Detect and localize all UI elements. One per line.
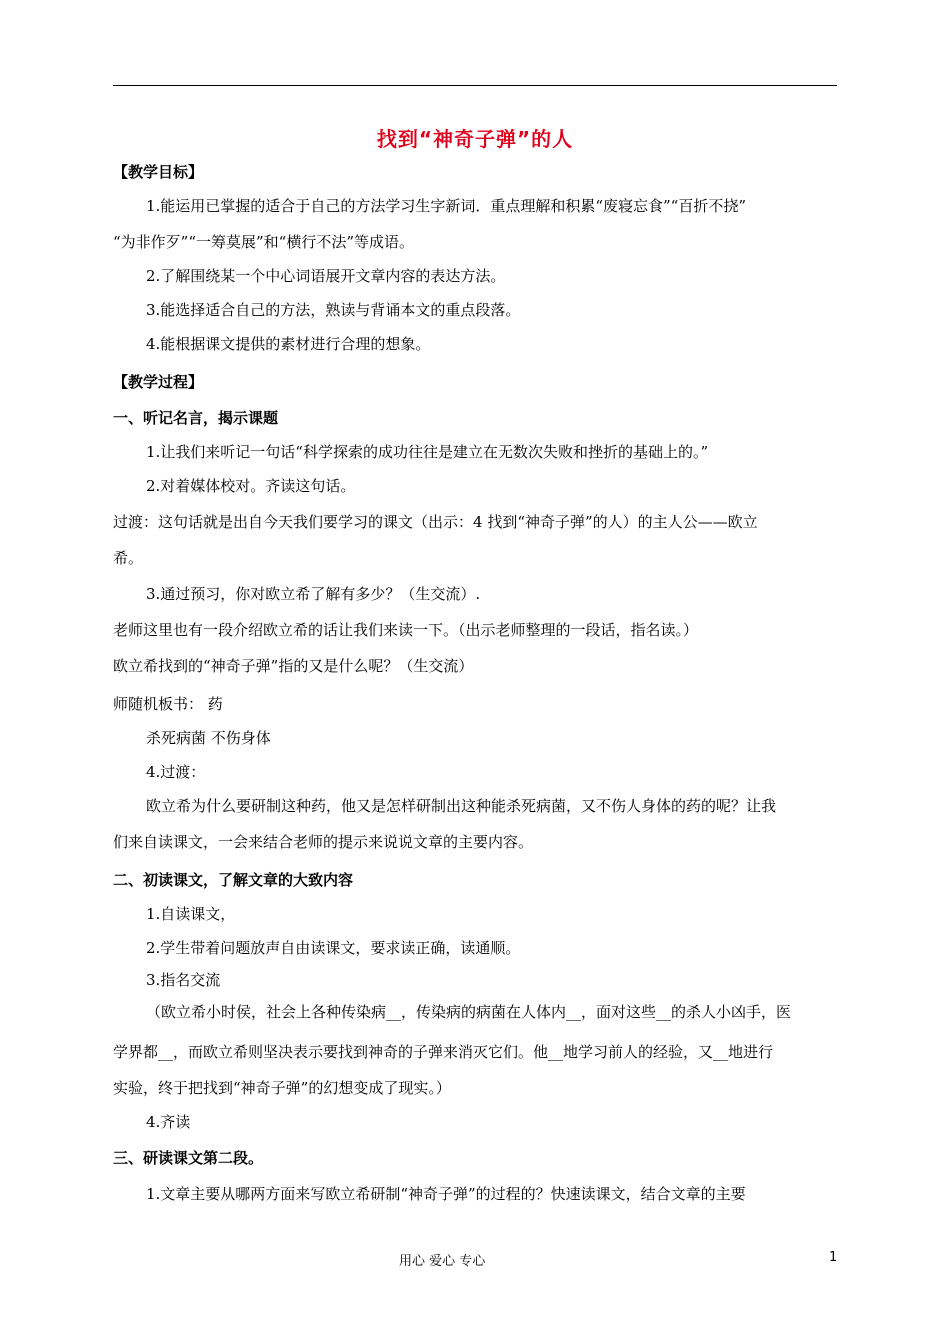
text-line: 2.对着媒体校对。齐读这句话。	[146, 477, 356, 495]
text-line: 实验，终于把找到“神奇子弹”的幻想变成了现实。）	[113, 1079, 451, 1097]
page-title: 找到“神奇子弹”的人	[376, 127, 574, 151]
text-line: 4.能根据课文提供的素材进行合理的想象。	[146, 335, 431, 353]
text-line: 学界都__，而欧立希则坚决表示要找到神奇的子弹来消灭它们。他__地学习前人的经验，又__地进行	[113, 1043, 774, 1061]
text-line: 杀死病菌 不伤身体	[146, 729, 271, 747]
text-line: 2.了解围绕某一个中心词语展开文章内容的表达方法。	[146, 267, 506, 285]
section-heading: 二、初读课文，了解文章的大致内容	[113, 871, 354, 889]
text-line: 4.齐读	[146, 1113, 191, 1131]
text-line: 1.自读课文，	[146, 905, 236, 923]
text-line: “为非作歹”“一筹莫展”和“横行不法”等成语。	[113, 233, 415, 251]
page-number: 1	[829, 1250, 838, 1265]
text-line: 师随机板书： 药	[113, 695, 223, 713]
header-rule	[113, 85, 837, 86]
text-line: 2.学生带着问题放声自由读课文，要求读正确，读通顺。	[146, 939, 521, 957]
text-line: 希。	[113, 549, 144, 567]
text-line: 欧立希找到的“神奇子弹”指的又是什么呢？（生交流）	[113, 657, 474, 675]
section-heading: 三、研读课文第二段。	[113, 1149, 264, 1167]
text-line: 4.过渡：	[146, 763, 206, 781]
text-line: 1.能运用已掌握的适合于自己的方法学习生字新词．重点理解和积累“废寝忘食”“百折不挠”	[146, 197, 746, 215]
text-line: 1.文章主要从哪两方面来写欧立希研制“神奇子弹”的过程的？快速读课文，结合文章的主要	[146, 1185, 746, 1203]
text-line: 3.通过预习，你对欧立希了解有多少？（生交流）.	[146, 585, 481, 603]
section-heading: 一、听记名言，揭示课题	[113, 409, 279, 427]
text-line: 1.让我们来听记一句话“科学探索的成功往往是建立在无数次失败和挫折的基础上的。”	[146, 443, 709, 461]
text-line: （欧立希小时侯，社会上各种传染病__，传染病的病菌在人体内__，面对这些__的杀人小凶手，医	[146, 1003, 792, 1021]
section-heading: 【教学过程】	[113, 373, 204, 391]
text-line: 3.指名交流	[146, 971, 221, 989]
text-line: 3.能选择适合自己的方法，熟读与背诵本文的重点段落。	[146, 301, 521, 319]
text-line: 老师这里也有一段介绍欧立希的话让我们来读一下。（出示老师整理的一段话，指名读。）	[113, 621, 699, 639]
footer-text: 用心 爱心 专心	[399, 1254, 486, 1269]
section-heading: 【教学目标】	[113, 163, 204, 181]
text-line: 们来自读课文，一会来结合老师的提示来说说文章的主要内容。	[113, 833, 534, 851]
text-line: 过渡：这句话就是出自今天我们要学习的课文（出示：4 找到“神奇子弹”的人）的主人公——欧立	[113, 513, 758, 531]
text-line: 欧立希为什么要研制这种药，他又是怎样研制出这种能杀死病菌，又不伤人身体的药的呢？让我	[146, 797, 777, 815]
